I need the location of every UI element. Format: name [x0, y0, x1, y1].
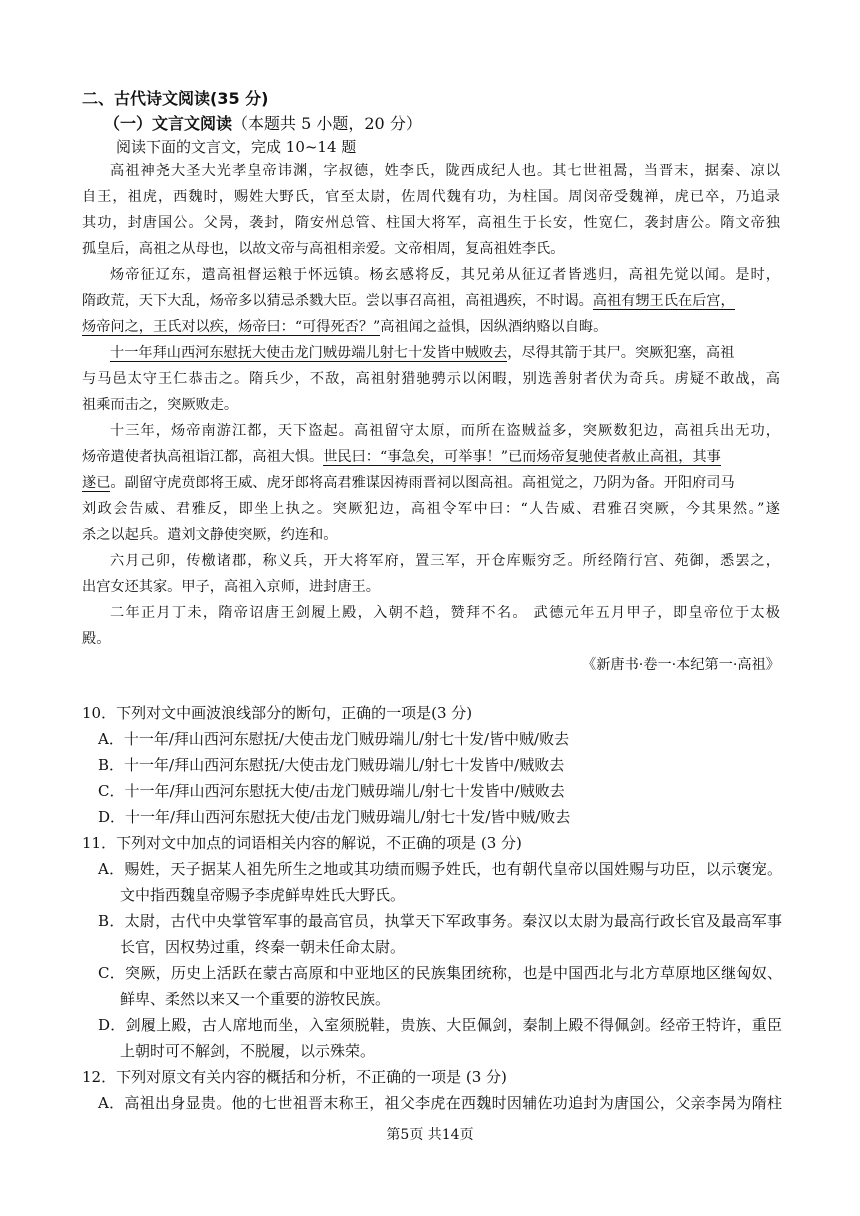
passage-source: 《新唐书·卷一·本纪第一·高祖》 — [582, 657, 780, 673]
underlined-text: 高祖有甥王氏在后宫， — [592, 293, 735, 309]
classical-passage — [82, 158, 780, 678]
passage-line — [82, 444, 780, 470]
passage-line: 祖乘而击之，突厥败走。 — [82, 397, 239, 413]
question-11-option-c-cont: 鲜卑、柔然以来又一个重要的游牧民族。 — [120, 990, 391, 1008]
passage-line — [82, 314, 780, 340]
question-11-option-a-cont: 文中指西魏皇帝赐予李虎鲜卑姓氏大野氏。 — [120, 886, 406, 904]
question-11-stem: 11．下列对文中加点的词语相关内容的解说，不正确的项是 (3 分) — [82, 834, 522, 852]
section-title: 二、古代诗文阅读(35 分) — [82, 89, 269, 108]
passage-line: 殿。 — [82, 631, 111, 647]
question-11-option-b: B．太尉，古代中央掌管军事的最高官员，执掌天下军政事务。秦汉以太尉为最高行政长官及最高军事 — [98, 912, 782, 930]
passage-line — [82, 470, 780, 496]
underlined-text: 炀帝问之，王氏对以疾，炀帝曰：“可得死否？” — [82, 319, 381, 335]
question-10-option-d: D．十一年/拜山西河东慰抚大使/击龙门贼毋端儿/射七十发/皆中贼/败去 — [98, 808, 571, 826]
question-12-stem: 12．下列对原文有关内容的概括和分析，不正确的一项是 (3 分) — [82, 1068, 507, 1086]
question-10-option-a: A．十一年/拜山西河东慰抚/大使击龙门贼毋端儿/射七十发/皆中贼/败去 — [98, 730, 570, 748]
question-11-option-c: C．突厥，历史上活跃在蒙古高原和中亚地区的民族集团统称，也是中国西北与北方草原地区继匈奴、 — [98, 964, 782, 982]
passage-line: 与马邑太守王仁恭击之。隋兵少，不敌，高祖射猎驰骋示以闲暇，别选善射者伏为奇兵。虏疑不敢战，高 — [82, 371, 780, 387]
passage-line: 自王，祖虎，西魏时，赐姓大野氏，官至太尉，佐周代魏有功，为柱国。周闵帝受魏禅，虎已卒，乃追录 — [82, 189, 780, 205]
underlined-text: 世民曰：“事急矣，可举事！”已而炀帝复驰使者赦止高祖，其事 — [323, 449, 721, 465]
page-footer: 第5页 共14页 — [386, 1127, 474, 1143]
passage-line — [82, 288, 780, 314]
passage-text: 高祖闻之益惧，因纵酒纳赂以自晦。 — [380, 319, 608, 335]
underlined-text: 遂已 — [82, 475, 111, 491]
passage-line: 十三年，炀帝南游江都，天下盗起。高祖留守太原，而所在盗贼益多，突厥数犯边，高祖兵出无功， — [110, 423, 780, 439]
passage-text: 隋政荒，天下大乱，炀帝多以猜忌杀戮大臣。尝以事召高祖，高祖遇疾，不时谒。 — [82, 293, 593, 309]
passage-text: 炀帝遣使者执高祖诣江都，高祖大惧。 — [82, 449, 324, 465]
wavy-underlined-text: 十一年拜山西河东慰抚大使击龙门贼毋端儿射七十发皆中贼败去 — [110, 345, 508, 361]
question-10-option-c: C．十一年/拜山西河东慰抚大使/击龙门贼毋端儿/射七十发皆中/贼败去 — [98, 782, 565, 800]
passage-text: ，尽得其箭于其尸。突厥犯塞，高祖 — [507, 345, 735, 361]
question-11-option-b-cont: 长官，因权势过重，终秦一朝未任命太尉。 — [120, 938, 406, 956]
reading-instruction: 阅读下面的文言文，完成 10~14 题 — [116, 138, 357, 156]
passage-line: 炀帝征辽东，遣高祖督运粮于怀远镇。杨玄感将反，其兄弟从征辽者皆逃归，高祖先觉以闻。是时， — [110, 267, 780, 283]
passage-line — [82, 340, 780, 366]
questions — [82, 700, 782, 1116]
question-11-option-d-cont: 上朝时可不解剑，不脱履，以示殊荣。 — [120, 1042, 376, 1060]
subsection-label: （一）文言文阅读 — [104, 114, 233, 133]
passage-line: 其功，封唐国公。父昺，袭封，隋安州总管、柱国大将军，高祖生于长安，性宽仁，袭封唐公。隋文帝独 — [82, 215, 780, 231]
passage-line: 孤皇后，高祖之从母也，以故文帝与高祖相亲爱。文帝相周，复高祖姓李氏。 — [82, 241, 565, 257]
subsection-title — [104, 111, 422, 134]
passage-line: 杀之以起兵。遣刘文静使突厥，约连和。 — [82, 527, 338, 543]
question-12-option-a: A．高祖出身显贵。他的七世祖晋末称王，祖父李虎在西魏时因辅佐功追封为唐国公，父亲李昺为隋柱 — [98, 1094, 782, 1112]
subsection-note: （本题共 5 小题，20 分） — [232, 114, 422, 133]
question-10-stem: 10．下列对文中画波浪线部分的断句，正确的一项是(3 分) — [82, 704, 473, 722]
passage-line: 出宫女还其家。甲子，高祖入京师，进封唐王。 — [82, 579, 380, 595]
passage-line: 刘政会告威、君雅反，即坐上执之。突厥犯边，高祖令军中曰：“人告威、君雅召突厥，今其果然。”遂 — [82, 501, 780, 517]
question-11-option-d: D．剑履上殿，古人席地而坐，入室须脱鞋，贵族、大臣佩剑，秦制上殿不得佩剑。经帝王特许，重臣 — [98, 1016, 782, 1034]
question-11-option-a: A．赐姓，天子据某人祖先所生之地或其功绩而赐予姓氏，也有朝代皇帝以国姓赐与功臣，以示褒宠。 — [98, 860, 782, 878]
question-10-option-b: B．十一年/拜山西河东慰抚/大使击龙门贼毋端儿/射七十发皆中/贼败去 — [98, 756, 565, 774]
passage-line: 高祖神尧大圣大光孝皇帝讳渊，字叔德，姓李氏，陇西成纪人也。其七世祖暠，当晋末，据秦、凉以 — [110, 163, 780, 179]
passage-line: 六月己卯，传檄诸郡，称义兵，开大将军府，置三军，开仓库赈穷乏。所经隋行宫、苑御，悉罢之， — [110, 553, 780, 569]
passage-text: 。副留守虎贲郎将王威、虎牙郎将高君雅谋因祷雨晋祠以图高祖。高祖觉之，乃阴为备。开阳府司马 — [110, 475, 735, 491]
passage-line: 二年正月丁未，隋帝诏唐王剑履上殿，入朝不趋，赞拜不名。 武德元年五月甲子，即皇帝位于太极 — [110, 605, 780, 621]
